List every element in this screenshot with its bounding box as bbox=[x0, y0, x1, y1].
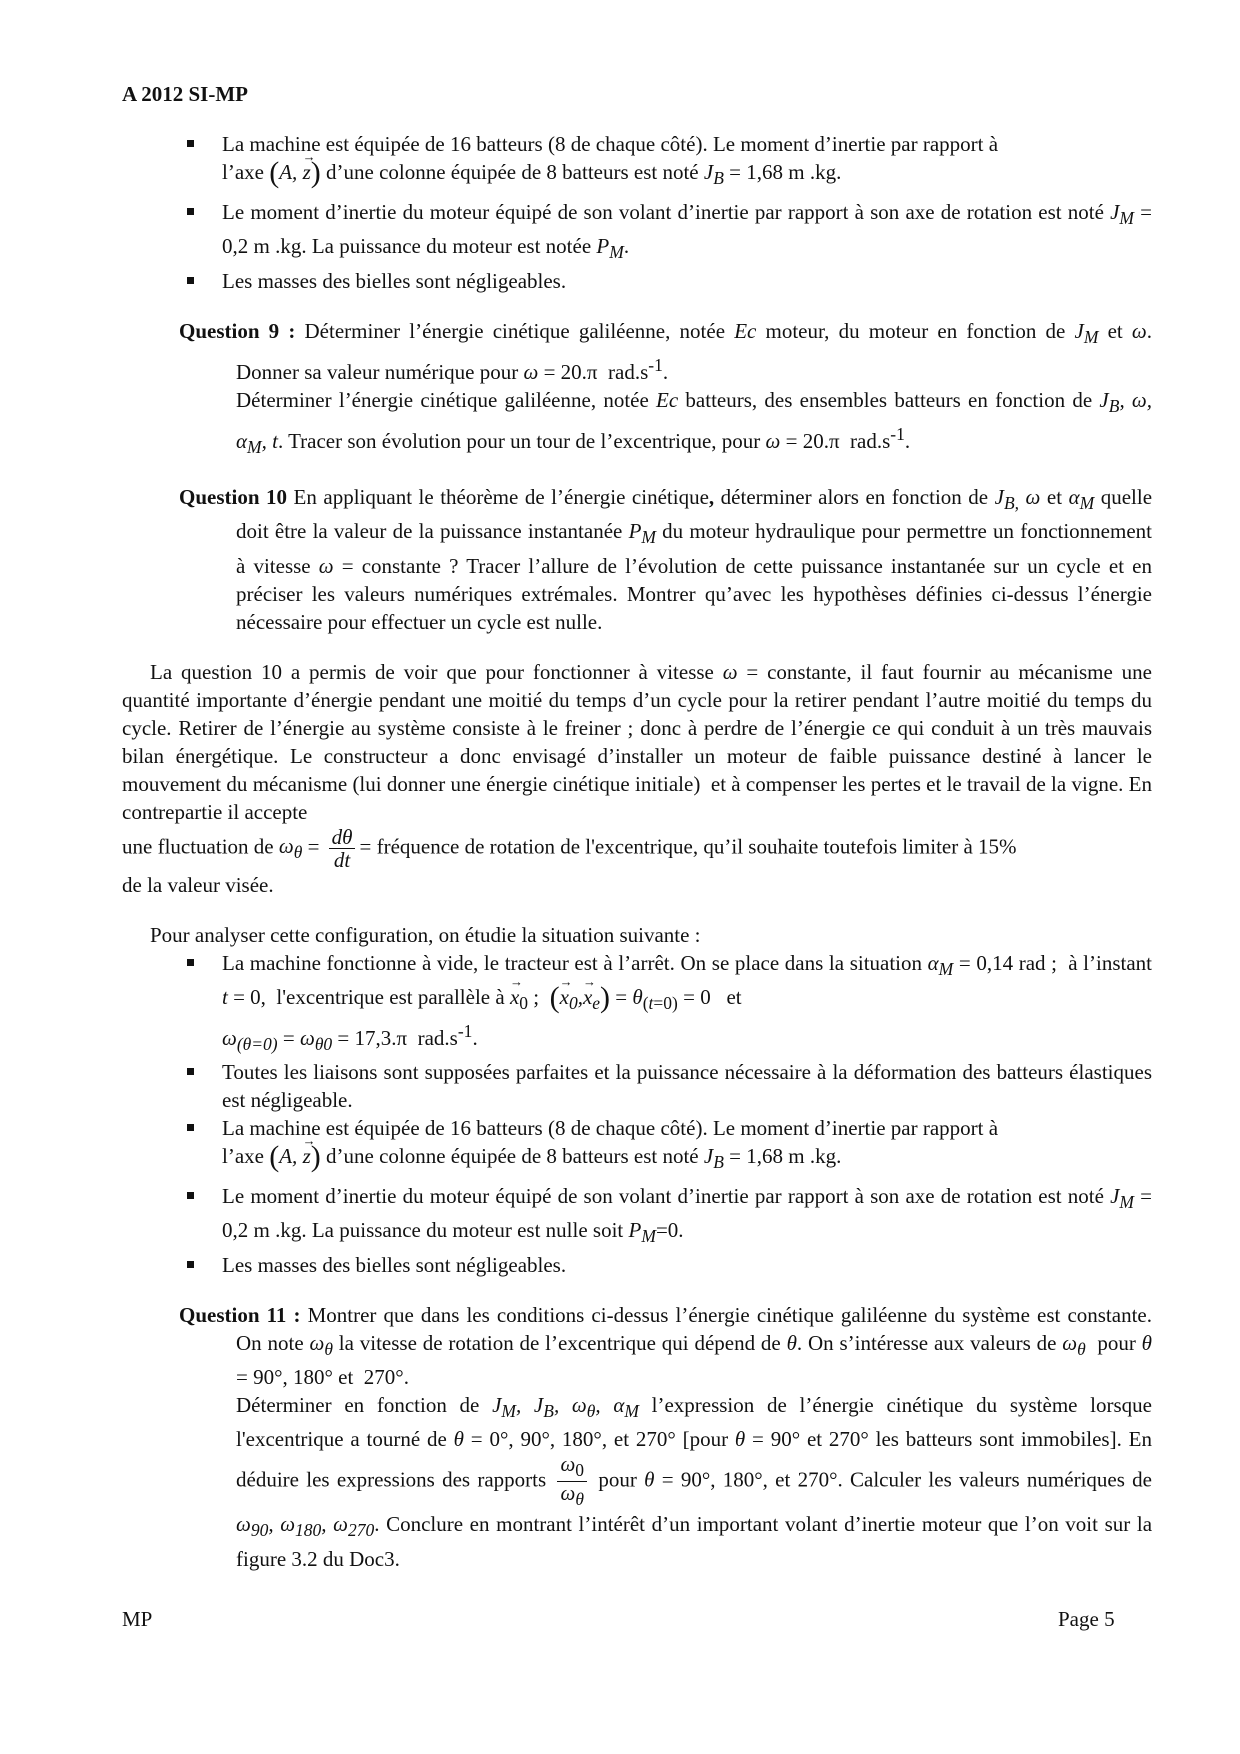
text: une fluctuation de bbox=[122, 833, 274, 858]
list-item: Toutes les liaisons sont supposées parfaites et la puissance nécessaire à la déformation des batteurs élastiques est négligeable. bbox=[122, 1058, 1152, 1114]
question-11: Question 11 : Montrer que dans les conditions ci-dessus l’énergie cinétique galiléenne du système est constante. On note $\omega_\theta$ la vitesse de rotation de l’excentrique qui dépend de θ. On s’intéresse aux valeurs de $\omega_\theta$ pour θ = 90°, 180° et 270°. Déterminer en fonction de $J_M$, $J_B$, $\omega_\theta$, $\alpha_M$ l’expression de l’énergie cinétique du système lorsque l'excentrique a tourné de θ = 0°, 90°, 180°, et 270° [pour θ = 90° et 270° les batteurs sont immobiles]. En déduire les expressions des rapports $\frac{\omega_0}{\omega_\theta}$ pour θ = 90°, 180°, et 270°. Calculer les valeurs numériques de $\omega_{90}$, $\omega_{180}$, $\omega_{270}$. Conclure en montrant l’intérêt d’un important volant d’inertie moteur que l’on voit sur la figure 3.2 du Doc3. bbox=[179, 1302, 1153, 1571]
paragraph-energy: La question 10 a permis de voir que pour fonctionner à vitesse ω = constante, il faut fournir au mécanisme une quantité importante d’énergie pendant une moitié du temps d’un cycle pour la retirer pendant l’autre moitié du temps du cycle. Retirer de l’énergie au système consiste à le freiner ; donc à perdre de l’énergie ce qui conduit à un très mauvais bilan énergétique. Le constructeur a donc envisagé d’installer un moteur de faible puissance destiné à lancer le mouvement du mécanisme (lui donner une énergie cinétique initiale) et à compenser les pertes et le travail de la vigne. En contrepartie il accepte bbox=[122, 659, 1152, 824]
list-item: Les masses des bielles sont négligeables. bbox=[122, 1251, 1152, 1279]
footer-left: MP bbox=[122, 1607, 153, 1631]
fluctuation-end: de la valeur visée. bbox=[122, 872, 274, 897]
page-number: Page 5 bbox=[1058, 1607, 1115, 1631]
question-label: Question 9 : bbox=[179, 318, 296, 343]
list-item: Le moment d’inertie du moteur équipé de son volant d’inertie par rapport à son axe de rotation est noté $J_M = 0,2$ m .kg. La puissance du moteur est nulle soit $P_M=0$. bbox=[122, 1182, 1152, 1250]
fluctuation-line: une fluctuation de $\omega_\theta$ = $\frac{d\theta}{dt}$ = fréquence de rotation de l'excentrique, qu’il souhaite toutefois limiter à 15% bbox=[122, 824, 1017, 872]
list-item: Les masses des bielles sont négligeables. bbox=[122, 267, 1152, 295]
list-item: Le moment d’inertie du moteur équipé de son volant d’inertie par rapport à son axe de rotation est noté $J_M = 0,2$ m .kg. La puissance du moteur est notée $P_M$. bbox=[122, 198, 1152, 266]
question-label: Question 10 bbox=[179, 485, 288, 510]
list-item: La machine est équipée de 16 batteurs (8 de chaque côté). Le moment d’inertie par rapport à l’axe (A, → z) d’une colonne équipée de 8 batteurs est noté $J_B = 1,68$ m .kg. bbox=[122, 1114, 1152, 1176]
question-10: Question 10 En appliquant le théorème de l’énergie cinétique, déterminer alors en fonction de $J_{B,}$ ω et $\alpha_M$ quelle doit être la valeur de la puissance instantanée $P_M$ du moteur hydraulique pour permettre un fonctionnement à vitesse ω = constante ? Tracer l’allure de l’évolution de cette puissance instantanée sur un cycle et en préciser les valeurs numériques extrémales. Montrer qu’avec les hypothèses définies ci-dessus l’énergie nécessaire pour effectuer un cycle est nulle. bbox=[179, 485, 1153, 634]
list-item: La machine fonctionne à vide, le tracteur est à l’arrêt. On se place dans la situation $\alpha_M = 0,14$ rad ; à l’instant t = 0, l'excentrique est parallèle à → $x_0$ ; (→ $x_0,\to x_e) = \theta_{(t=0)} = 0$ et $\omega_{(\theta=0)} = \omega_{\theta 0} = 17,3.\pi$ $rad.s^{-1}$. bbox=[122, 949, 1152, 1059]
page-header: A 2012 SI-MP bbox=[122, 82, 248, 106]
paragraph-analysis: Pour analyser cette configuration, on étudie la situation suivante : bbox=[150, 922, 701, 947]
omega-ratio-fraction: $\frac{\omega_0}{\omega_\theta}$ bbox=[557, 1453, 587, 1510]
page-content bbox=[122, 130, 1152, 1573]
dtheta-dt-fraction: $\frac{d\theta}{dt}$ bbox=[329, 826, 356, 871]
hypotheses-list-1 bbox=[122, 130, 1152, 295]
question-9: Question 9 : Déterminer l’énergie cinétique galiléenne, notée Ec moteur, du moteur en fonction de $J_M$ et ω. Donner sa valeur numérique pour ω = 20.π $rad.s^{-1}$. Déterminer l’énergie cinétique galiléenne, notée Ec batteurs, des ensembles batteurs en fonction de $J_B$, ω, $\alpha_M$, t. Tracer son évolution pour un tour de l’excentrique, pour ω = 20.π $rad.s^{-1}$. bbox=[179, 318, 1153, 458]
hypotheses-list-2 bbox=[122, 949, 1152, 1279]
list-item: La machine est équipée de 16 batteurs (8 de chaque côté). Le moment d’inertie par rapport à l’axe (A, → z) d’une colonne équipée de 8 batteurs est noté $J_B = 1,68$ m .kg. bbox=[122, 130, 1152, 192]
question-label: Question 11 : bbox=[179, 1302, 301, 1327]
text: = fréquence de rotation de l'excentrique, qu’il souhaite toutefois limiter à 15% bbox=[359, 833, 1017, 858]
